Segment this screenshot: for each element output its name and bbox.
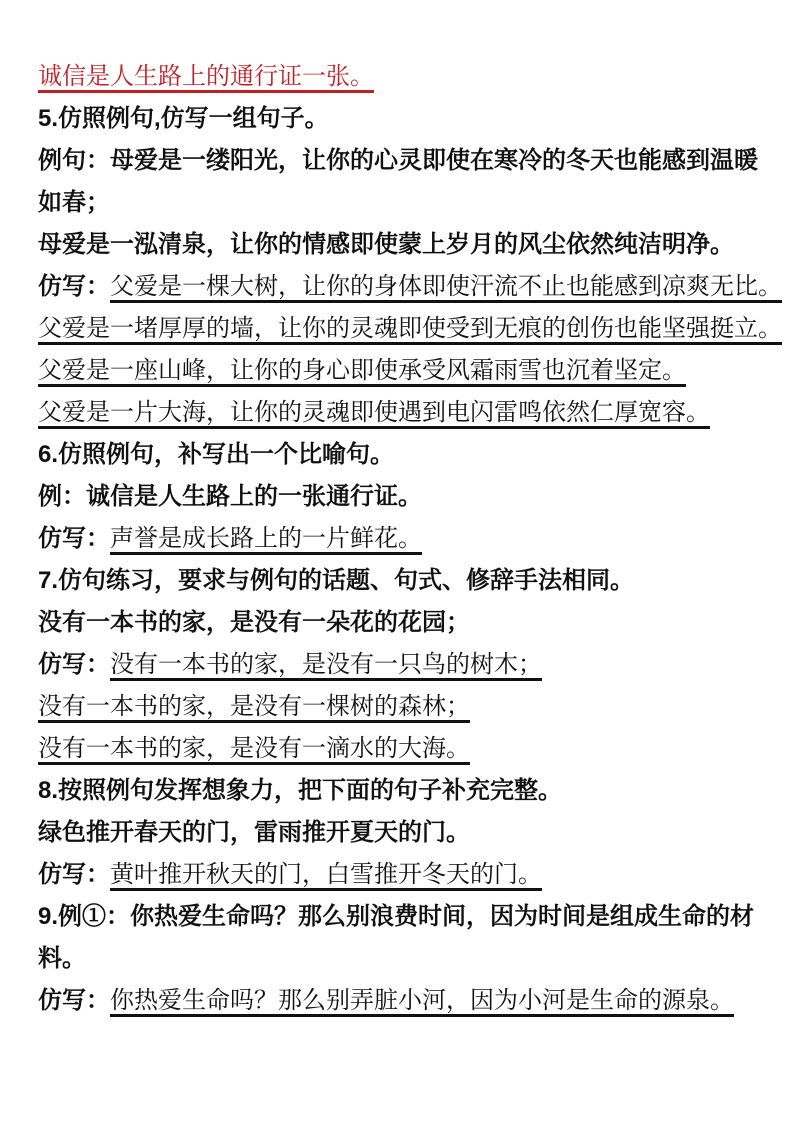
- text-line: [38, 728, 775, 770]
- text-line: [38, 602, 775, 644]
- text-line: [38, 812, 775, 854]
- text-line: [38, 560, 775, 602]
- text-segment: 仿写：: [38, 987, 110, 1014]
- text-line: [38, 308, 782, 350]
- text-segment: 没有一本书的家，是没有一棵树的森林；: [38, 693, 470, 720]
- text-line: [38, 56, 775, 98]
- text-line: [38, 854, 775, 896]
- document-page: [38, 56, 782, 1022]
- text-segment: 仿写：: [38, 651, 110, 678]
- text-line: [38, 644, 775, 686]
- text-line: [38, 350, 775, 392]
- text-line: [38, 434, 775, 476]
- text-segment: 7.仿句练习，要求与例句的话题、句式、修辞手法相同。: [38, 567, 635, 594]
- text-line: [38, 392, 775, 434]
- text-line: [38, 518, 775, 560]
- text-segment: 父爱是一片大海，让你的灵魂即使遇到电闪雷鸣依然仁厚宽容。: [38, 399, 710, 426]
- text-segment: 9.例①：你热爱生命吗？那么别浪费时间，因为时间是组成生命的材: [38, 903, 755, 930]
- text-segment: 料。: [38, 945, 86, 972]
- text-line: [38, 686, 775, 728]
- text-line: [38, 770, 775, 812]
- text-segment: 没有一本书的家，是没有一只鸟的树木；: [110, 651, 542, 678]
- text-line: [38, 476, 775, 518]
- text-line: [38, 224, 775, 266]
- text-segment: 没有一本书的家，是没有一滴水的大海。: [38, 735, 470, 762]
- text-line: [38, 266, 782, 308]
- text-segment: 黄叶推开秋天的门，白雪推开冬天的门。: [110, 861, 542, 888]
- text-segment: 没有一本书的家，是没有一朵花的花园；: [38, 609, 470, 636]
- text-segment: 母爱是一泓清泉，让你的情感即使蒙上岁月的风尘依然纯洁明净。: [38, 231, 734, 258]
- text-segment: 声誉是成长路上的一片鲜花。: [110, 525, 422, 552]
- text-segment: 仿写：: [38, 861, 110, 888]
- text-segment: 诚信是人生路上的通行证一张。: [38, 63, 374, 90]
- text-segment: 例：诚信是人生路上的一张通行证。: [38, 483, 422, 510]
- text-line: [38, 896, 775, 938]
- text-line: [38, 980, 775, 1022]
- text-segment: 绿色推开春天的门，雷雨推开夏天的门。: [38, 819, 470, 846]
- text-segment: 例句：母爱是一缕阳光，让你的心灵即使在寒冷的冬天也能感到温暖: [38, 147, 758, 174]
- text-segment: 仿写：: [38, 273, 110, 300]
- text-segment: 如春；: [38, 189, 110, 216]
- text-line: [38, 182, 775, 224]
- text-segment: 5.仿照例句,仿写一组句子。: [38, 105, 329, 132]
- text-segment: 仿写：: [38, 525, 110, 552]
- text-line: [38, 98, 775, 140]
- text-segment: 父爱是一棵大树，让你的身体即使汗流不止也能感到凉爽无比。: [110, 273, 782, 300]
- text-segment: 6.仿照例句，补写出一个比喻句。: [38, 441, 395, 468]
- text-line: [38, 938, 775, 980]
- text-segment: 你热爱生命吗？那么别弄脏小河，因为小河是生命的源泉。: [110, 987, 734, 1014]
- text-segment: 父爱是一堵厚厚的墙，让你的灵魂即使受到无痕的创伤也能坚强挺立。: [38, 315, 782, 342]
- text-line: [38, 140, 775, 182]
- text-segment: 8.按照例句发挥想象力，把下面的句子补充完整。: [38, 777, 563, 804]
- text-segment: 父爱是一座山峰，让你的身心即使承受风霜雨雪也沉着坚定。: [38, 357, 686, 384]
